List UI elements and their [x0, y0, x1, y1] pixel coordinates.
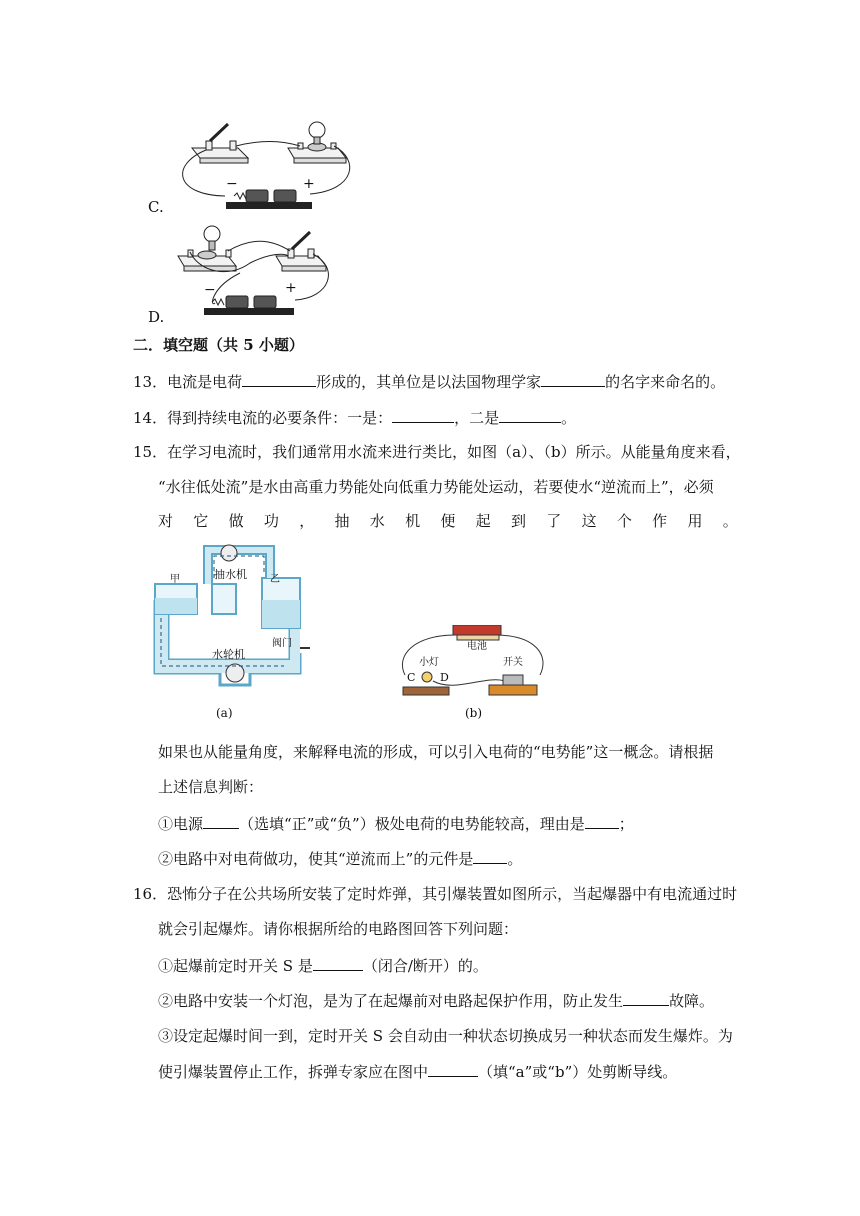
answer-blank[interactable]: [585, 812, 619, 829]
question-16-sub-2: [158, 989, 714, 1012]
justified-char: 了: [546, 512, 562, 530]
justified-char: 起: [475, 512, 491, 530]
battery-plus-sign: +: [285, 280, 297, 296]
answer-blank[interactable]: [499, 406, 561, 423]
option-d-label: D.: [148, 308, 165, 326]
label-valve: 阀门: [272, 638, 292, 649]
label-jia: 甲: [170, 574, 180, 585]
answer-blank[interactable]: [242, 370, 316, 387]
figure-option-d: [170, 218, 370, 323]
question-text: 故障。: [669, 992, 715, 1010]
question-text: 起爆前定时开关 S 是: [173, 957, 313, 975]
question-text: 。: [507, 850, 523, 868]
figure-electric-circuit: [395, 625, 555, 700]
question-15-line-1: [133, 441, 741, 463]
label-battery: 电池: [467, 641, 487, 652]
caption-figure-a: (a): [216, 706, 233, 720]
question-text: （闭合/断开）的。: [362, 957, 488, 975]
justified-char: 便: [440, 512, 456, 530]
label-lamp: 小灯: [419, 657, 439, 668]
sub-marker: ③: [158, 1027, 174, 1045]
question-number: 13．: [133, 373, 168, 391]
question-text: ，二是: [454, 409, 500, 427]
figure-option-c: [170, 110, 370, 215]
question-text: （选填“正”或“负”）极处电荷的电势能较高，理由是: [239, 815, 585, 833]
question-text: 在学习电流时，我们通常用水流来进行类比，如图（a）、（b）所示。从能量角度来看，: [167, 443, 741, 461]
justified-char: 这: [581, 512, 597, 530]
section-heading: 二．填空题（共 5 小题）: [133, 336, 304, 354]
justified-char: 用: [687, 512, 703, 530]
question-text: 电路中安装一个灯泡，是为了在起爆前对电路起保护作用，防止发生: [173, 992, 624, 1010]
circuit-d-drawing: [170, 218, 370, 323]
question-15-sub-2: [158, 847, 522, 870]
battery-plus-sign: +: [303, 176, 315, 192]
question-15-sub-1: [158, 812, 634, 835]
justified-char: 到: [510, 512, 526, 530]
question-text: （填“a”或“b”）处剪断导线。: [478, 1063, 678, 1081]
caption-figure-b: (b): [465, 706, 483, 720]
question-text: 电源: [173, 815, 204, 833]
label-pump: 抽水机: [214, 568, 247, 581]
label-yi: 乙: [270, 574, 280, 585]
question-16-sub-3-cont: [158, 1060, 677, 1083]
question-text: 的名字来命名的。: [605, 373, 726, 391]
question-text: 使引爆装置停止工作，拆弹专家应在图中: [158, 1063, 429, 1081]
justified-char: 作: [652, 512, 668, 530]
answer-blank[interactable]: [392, 406, 454, 423]
question-text: ；: [618, 815, 634, 833]
sub-marker: ①: [158, 957, 174, 975]
justified-char: 对: [158, 512, 174, 530]
battery-minus-sign: −: [226, 176, 238, 192]
question-text: 设定起爆时间一到，定时开关 S 会自动由一种状态切换成另一种状态而发生爆炸。为: [173, 1027, 733, 1045]
sub-marker: ②: [158, 992, 174, 1010]
question-13: [133, 370, 725, 393]
question-16-sub-3: [158, 1025, 733, 1047]
question-15-line-2: “水往低处流”是水由高重力势能处向低重力势能处运动，若要使水“逆流而上”，必须: [158, 478, 714, 496]
label-c: C: [407, 671, 416, 684]
question-text: 。: [561, 409, 577, 427]
sub-marker: ②: [158, 850, 174, 868]
question-text: 电流是电荷: [167, 373, 243, 391]
answer-blank[interactable]: [203, 812, 239, 829]
question-text: 电路中对电荷做功，使其“逆流而上”的元件是: [173, 850, 474, 868]
circuit-c-drawing: [170, 110, 370, 215]
answer-blank[interactable]: [428, 1060, 478, 1077]
question-number: 16．: [133, 885, 168, 903]
justified-char: 机: [405, 512, 421, 530]
question-text: 恐怖分子在公共场所安装了定时炸弹，其引爆装置如图所示，当起爆器中有电流通过时: [167, 885, 738, 903]
answer-blank[interactable]: [473, 847, 507, 864]
water-circuit-drawing: [150, 538, 320, 693]
justified-char: 它: [193, 512, 209, 530]
answer-blank[interactable]: [313, 954, 363, 971]
label-switch: 开关: [503, 657, 523, 668]
question-15-line-5: 上述信息判断：: [158, 778, 264, 796]
answer-blank[interactable]: [541, 370, 605, 387]
question-text: 形成的，其单位是以法国物理学家: [316, 373, 542, 391]
label-turbine: 水轮机: [212, 648, 245, 661]
question-14: [133, 406, 576, 429]
justified-char: ，: [299, 512, 315, 530]
question-15-line-3: [158, 510, 738, 532]
justified-char: 个: [616, 512, 632, 530]
figure-water-analogy: [150, 538, 320, 693]
justified-char: 水: [369, 512, 385, 530]
question-text: 得到持续电流的必要条件：一是：: [167, 409, 393, 427]
answer-blank[interactable]: [623, 989, 669, 1006]
justified-char: 做: [228, 512, 244, 530]
label-d: D: [440, 671, 449, 684]
justified-char: 功: [263, 512, 279, 530]
sub-marker: ①: [158, 815, 174, 833]
question-16-line-2: 就会引起爆炸。请你根据所给的电路图回答下列问题：: [158, 920, 519, 938]
question-16-line-1: [133, 883, 737, 905]
option-c-label: C.: [148, 198, 164, 216]
question-number: 15．: [133, 443, 168, 461]
justified-char: 。: [722, 512, 738, 530]
battery-minus-sign: −: [204, 282, 216, 298]
question-15-line-4: 如果也从能量角度，来解释电流的形成，可以引入电荷的“电势能”这一概念。请根据: [158, 743, 714, 761]
justified-char: 抽: [334, 512, 350, 530]
question-16-sub-1: [158, 954, 488, 977]
question-number: 14．: [133, 409, 168, 427]
